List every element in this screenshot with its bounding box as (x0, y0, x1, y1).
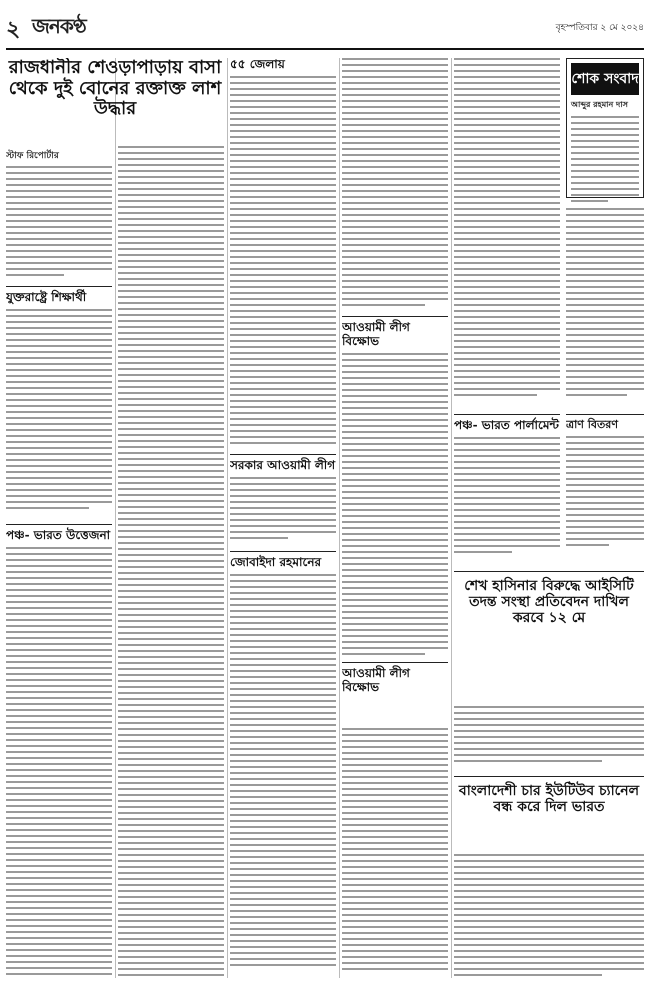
bharat-parliament-headline: পঞ্চ- ভারত পার্লামেন্ট (454, 418, 559, 432)
india-body-text (6, 547, 112, 977)
awami-bikkhob-headline: আওয়ামী লীগ বিক্ষোভ (342, 320, 410, 348)
column-rule (451, 58, 452, 978)
jubaidul-body-text (230, 574, 336, 974)
awami-bikkhob2-article (342, 662, 448, 722)
flood-article (566, 414, 644, 564)
lead-headline: রাজধানীর শেওড়াপাড়ায় বাসা থেকে দুই বোনের রক্তাক্ত লাশ উদ্ধার (8, 58, 222, 120)
teacher-article (6, 286, 112, 516)
col4-body-text (342, 58, 448, 313)
issue-date: বৃহস্পতিবার ২ মে ২০২৪ (555, 23, 644, 33)
bharat-parliament-body-text (454, 437, 560, 563)
india-article (6, 524, 112, 978)
hasina-body-text (454, 706, 644, 766)
india-headline: পঞ্চ- ভারত উত্তেজনা (6, 528, 111, 542)
govt-league-headline: সরকার আওয়ামী লীগ (230, 458, 336, 472)
channel-article (454, 776, 644, 846)
col2-body-text (118, 146, 224, 978)
newspaper-logo: জনকণ্ঠ (32, 14, 86, 38)
govt-league-article (230, 454, 336, 544)
condolence-name: আব্দুর রহমান দাস (571, 100, 628, 109)
col6-text (566, 208, 644, 408)
page-number: ২ (6, 16, 21, 42)
jela-article (230, 58, 336, 448)
awami-bikkhob2-headline: আওয়ামী লীগ বিক্ষোভ (342, 666, 410, 694)
condolence-box (566, 58, 644, 198)
col4-top-text (342, 58, 448, 313)
column-rule (339, 58, 340, 978)
lead-article-body (6, 146, 112, 276)
jela-headline: ৫৫ জেলায় (230, 58, 285, 71)
column-rule (227, 58, 228, 978)
flood-body-text (566, 436, 644, 562)
govt-league-body-text (230, 477, 336, 543)
condolence-title: শোক সংবাদ (571, 63, 639, 95)
channel-body-text (454, 854, 644, 978)
teacher-headline: যুক্তরাষ্ট্রে শিক্ষার্থী (6, 290, 87, 304)
channel-headline: বাংলাদেশী চার ইউটিউব চ্যানেল বন্ধ করে দিল ভারত (458, 783, 640, 816)
jubaidul-headline: জোবাইদা রহমানের (230, 555, 322, 569)
hasina-article (454, 571, 644, 701)
awami-bikkhob-article (342, 316, 448, 656)
hasina-body (454, 706, 644, 766)
lead-body-text (6, 166, 112, 276)
masthead (6, 6, 644, 50)
channel-body (454, 854, 644, 978)
newspaper-page (6, 6, 644, 978)
bharat-parliament-article (454, 414, 560, 564)
col4-lower-text (342, 728, 448, 978)
flood-headline: ত্রাণ বিতরণ (566, 418, 618, 431)
jela-body-text (230, 76, 336, 446)
col4-lower-body-text (342, 728, 448, 978)
teacher-body-text (6, 309, 112, 514)
awami-bikkhob-body-text (342, 353, 448, 656)
col5-top (454, 58, 644, 408)
col5-top-text (454, 58, 560, 408)
column-rule (115, 58, 116, 978)
lead-article-header (6, 58, 224, 138)
hasina-headline: শেখ হাসিনার বিরুদ্ধে আইসিটি তদন্ত সংস্থা প্রতিবেদন দাখিল করবে ১২ মে (464, 578, 634, 627)
jubaidul-article (230, 551, 336, 978)
lead-continuation (118, 146, 224, 978)
lead-dateline: স্টাফ রিপোর্টার (6, 151, 59, 161)
